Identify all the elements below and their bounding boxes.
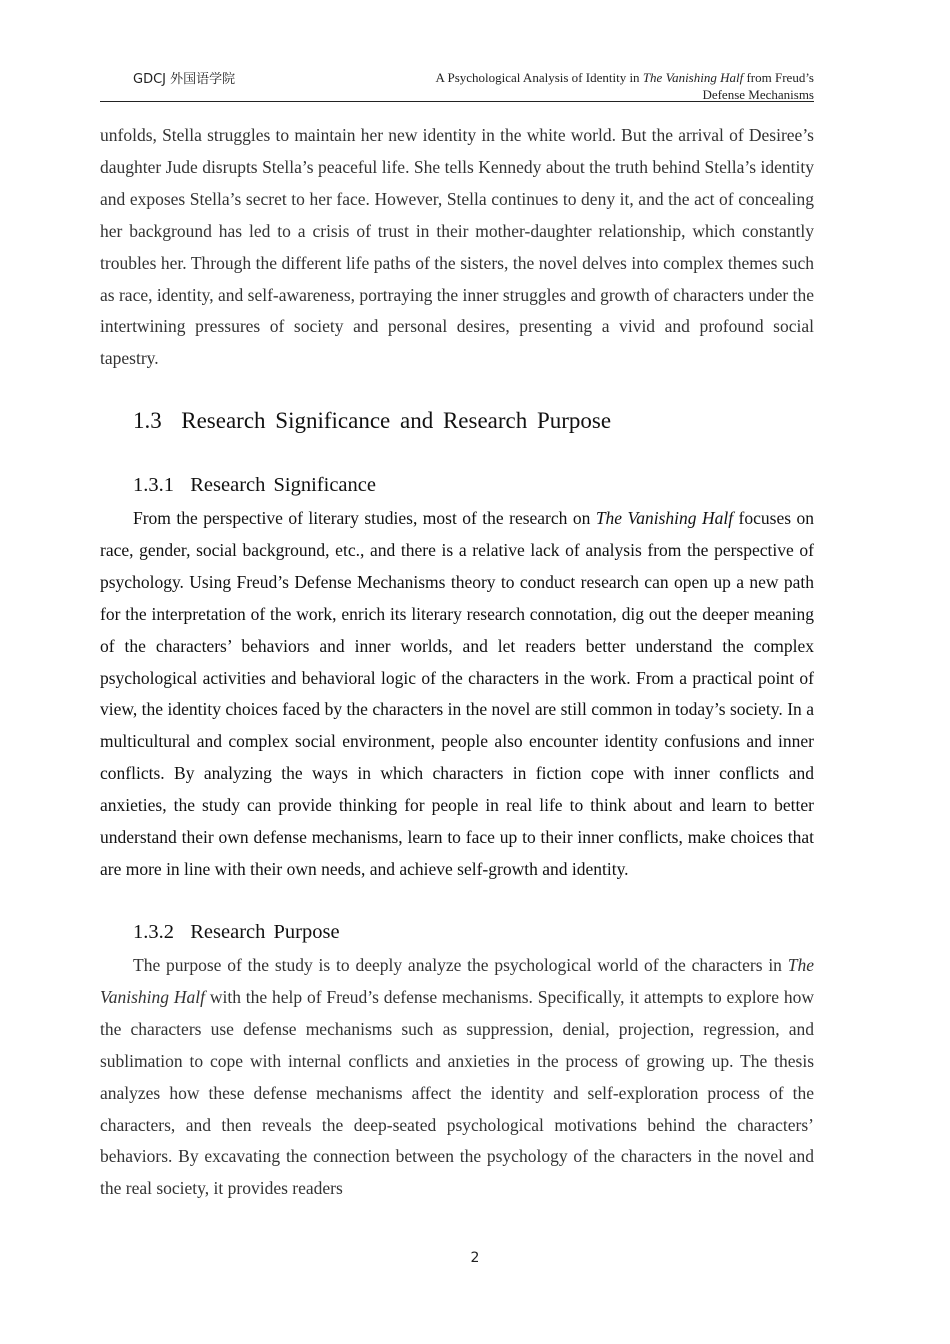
header-thesis-title [344, 69, 814, 103]
header-title-line2: Defense Mechanisms [702, 87, 814, 102]
header-title-post: from Freud’s [743, 70, 814, 85]
subsection-number: 1.3.2 [133, 921, 174, 943]
paragraph-continuation: unfolds, Stella struggles to maintain her new identity in the white world. But the arrival of Desiree’s daughter Jude disrupts Stella’s peaceful life. She tells Kennedy about the truth behind Stella’s identity and exposes Stella’s secret to her face. However, Stella continues to deny it, and the act of concealing her background has led to a crisis of trust in their mother-daughter relationship, which constantly troubles her. Through the different life paths of the sisters, the novel delves into complex themes such as race, identity, and self-awareness, portraying the inner struggles and growth of characters under the intertwining pressures of society and personal desires, presenting a vivid and profound social tapestry. [100, 125, 814, 369]
text-run: with the help of Freud’s defense mechanisms. Specifically, it attempts to explore how the characters use defense mechanisms such as suppression, denial, projection, regression, and sublimation to cope with internal conflicts and anxieties in the process of growing up. The thesis analyzes how these defense mechanisms affect the identity and self-exploration process of the characters, and then reveals the deep-seated psychological motivations behind the characters’ behaviors. By excavating the connection between the psychology of the characters in the novel and the real society, it provides readers [100, 986, 814, 1199]
section-number: 1.3 [133, 408, 162, 433]
header-divider [100, 101, 814, 102]
text-run: The purpose of the study is to deeply analyze the psychological world of the characters in [133, 955, 788, 975]
text-run: focuses on race, gender, social background, etc., and there is a relative lack of analysis from the perspective of psychology. Using Freud’s Defense Mechanisms theory to conduct research can open up a new path for the interpretation of the work, enrich its literary research connotation, dig out the deeper meaning of the characters’ behaviors and inner worlds, and let readers better understand the complex psychological activities and behavioral logic of the characters in the work. From a practical point of view, the identity choices faced by the characters in the novel are still common in today’s society. In a multicultural and complex social environment, people also encounter identity confusions and inner conflicts. By analyzing the ways in which characters in fiction cope with inner conflicts and anxieties, the study can provide thinking for people in real life to think about and learn to better understand their own defense mechanisms, learn to face up to their inner conflicts, make choices that are more in line with their own needs, and achieve self-growth and identity. [100, 508, 814, 879]
book-title: The Vanishing Half [100, 955, 814, 1007]
paragraph-significance [100, 503, 814, 886]
header-title-book: The Vanishing Half [642, 70, 744, 85]
header-institution: GDCJ 外国语学院 [133, 72, 236, 87]
header-title-pre: A Psychological Analysis of Identity in [435, 70, 643, 85]
section-title: Research Significance and Research Purpose [181, 408, 612, 433]
subsection-title: Research Purpose [190, 921, 340, 943]
text-run: From the perspective of literary studies, most of the research on [133, 508, 596, 528]
subsection-heading-1-3-2 [133, 921, 340, 944]
section-heading-1-3 [133, 408, 611, 434]
book-title: The Vanishing Half [595, 508, 734, 528]
paragraph-purpose [100, 950, 814, 1205]
subsection-heading-1-3-1 [133, 474, 376, 497]
page-number: 2 [470, 1250, 480, 1266]
subsection-title: Research Significance [190, 474, 376, 496]
subsection-number: 1.3.1 [133, 474, 174, 496]
